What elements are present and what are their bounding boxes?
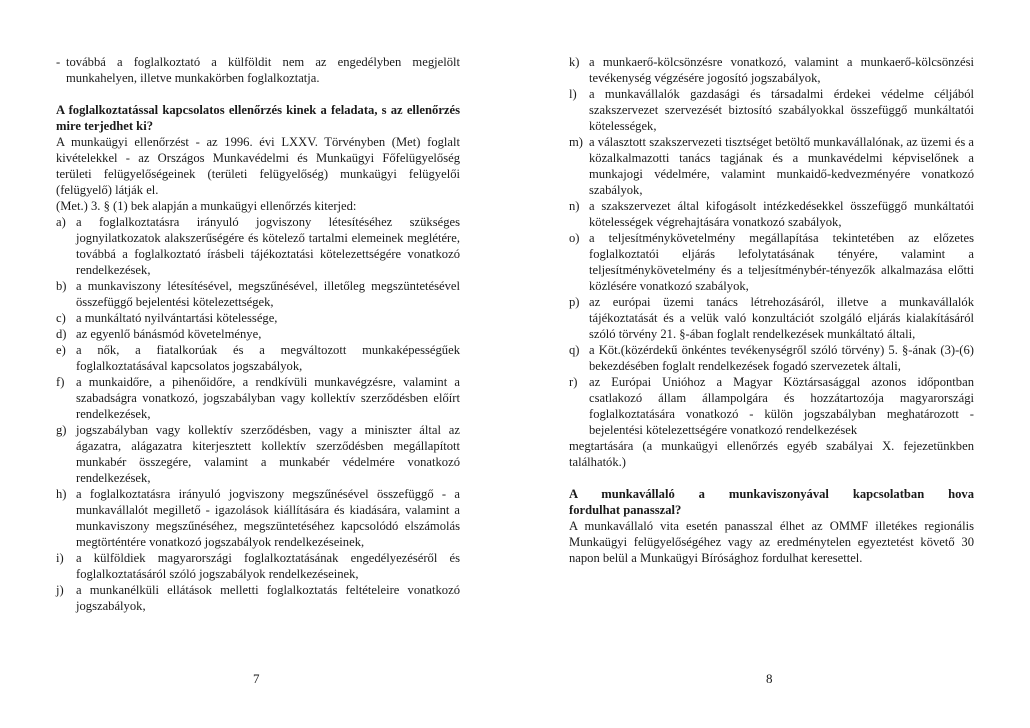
list-marker: g) xyxy=(56,423,67,437)
list-item-text: a választott szakszervezeti tisztséget betöltő munkavállalónak, az üzemi és a közalkalmazotti tanács tagjának és a munkavédelmi képviselőnek a munkajogi védelmére, valamint munkaidő-kedvezményére vonatkozó szabályok, xyxy=(589,135,974,197)
list-marker: c) xyxy=(56,311,66,325)
list-marker: r) xyxy=(569,375,578,389)
list-item xyxy=(56,278,460,310)
list-item-text: a nők, a fiatalkorúak és a megváltozott munkaképességűek foglalkoztatásával kapcsolatos jogszabályok, xyxy=(76,343,460,373)
list-marker: k) xyxy=(569,55,580,69)
list-marker: o) xyxy=(569,231,580,245)
enumerated-list xyxy=(56,214,460,614)
list-item xyxy=(56,326,460,342)
list-marker: e) xyxy=(56,343,66,357)
list-item xyxy=(56,310,460,326)
list-item xyxy=(56,374,460,422)
list-marker: p) xyxy=(569,295,580,309)
list-item xyxy=(569,374,974,438)
page-number: 7 xyxy=(253,671,260,686)
list-marker: j) xyxy=(56,583,64,597)
list-item xyxy=(56,486,460,550)
list-marker: h) xyxy=(56,487,67,501)
list-item-text: a munkaviszony létesítésével, megszűnésével, illetőleg megszüntetésével összefüggő bejelentési kötelezettségek, xyxy=(76,279,460,309)
list-item xyxy=(56,422,460,486)
list-item-text: a szakszervezet által kifogásolt intézkedésekkel összefüggő munkáltatói kötelességek végrehajtására vonatkozó szabályok, xyxy=(589,199,974,229)
spacer xyxy=(569,470,974,486)
list-item-text: a külföldiek magyarországi foglalkoztatásának engedélyezéséről és foglalkoztatásáról szóló jogszabályok rendelkezéseinek, xyxy=(76,551,460,581)
spacer xyxy=(56,86,460,102)
section-heading: A foglalkoztatással kapcsolatos ellenőrzés kinek a feladata, s az ellenőrzés mire terjedhet ki? xyxy=(56,103,460,133)
section-heading-line: fordulhat panasszal? xyxy=(569,503,682,517)
enumerated-list xyxy=(569,54,974,438)
body-paragraph: A munkavállaló vita esetén panasszal élhet az OMMF illetékes regionális Munkaügyi felügyelőségéhez vagy az eredménytelen egyeztetést követő 30 napon belül a Munkaügyi Bírósághoz fordulhat keresettel. xyxy=(569,519,974,565)
list-marker: d) xyxy=(56,327,67,341)
list-item-text: a munkavállalók gazdasági és társadalmi érdekei védelme céljából szakszervezet szervezését biztosító szabályokkal összefüggő munkáltatói kötelességek, xyxy=(589,87,974,133)
list-item-text: a Köt.(közérdekű önkéntes tevékenységről szóló törvény) 5. §-ának (3)-(6) bekezdésében foglalt rendelkezések fogadó szervezetek általi, xyxy=(589,343,974,373)
list-item xyxy=(569,86,974,134)
list-item-text: jogszabályban vagy kollektív szerződésben, vagy a miniszter által az ágazatra, alágazatra kiterjesztett kollektív szerződésben megállapított munkabér összegére, valamint a munkabér védelmére vonatkozó rendelkezések, xyxy=(76,423,460,485)
list-item xyxy=(569,294,974,342)
list-item xyxy=(569,54,974,86)
list-intro: (Met.) 3. § (1) bek alapján a munkaügyi ellenőrzés kiterjed: xyxy=(56,199,357,213)
list-item-text: a munkáltató nyilvántartási kötelessége, xyxy=(76,311,278,325)
list-marker: l) xyxy=(569,87,577,101)
right-page xyxy=(569,54,974,566)
list-marker: b) xyxy=(56,279,67,293)
list-item-text: a munkanélküli ellátások melletti foglalkoztatás feltételeire vonatkozó jogszabályok, xyxy=(76,583,460,613)
list-marker: f) xyxy=(56,375,65,389)
list-item xyxy=(569,134,974,198)
list-item-text: a munkaidőre, a pihenőidőre, a rendkívüli munkavégzésre, valamint a szabadságra vonatkozó, jogszabályban vagy kollektív szerződésben előírt rendelkezések, xyxy=(76,375,460,421)
section-heading-line: A munkavállaló a munkaviszonyával kapcsolatban hova xyxy=(569,487,974,501)
list-closing: megtartására (a munkaügyi ellenőrzés egyéb szabályai X. fejezetünkben találhatók.) xyxy=(569,439,974,469)
list-marker: q) xyxy=(569,343,580,357)
list-marker: m) xyxy=(569,135,583,149)
list-item xyxy=(569,198,974,230)
page-number: 8 xyxy=(766,671,773,686)
list-marker: i) xyxy=(56,551,64,565)
dash-marker: - xyxy=(56,55,61,69)
list-marker: n) xyxy=(569,199,580,213)
list-item-text: az egyenlő bánásmód követelménye, xyxy=(76,327,262,341)
list-item-text: a foglalkoztatásra irányuló jogviszony létesítéséhez szükséges jognyilatkozatok alakszerűségére és kötelező tartalmi elemeinek meglétére, továbbá a foglalkoztató írásbeli tájékoztatási kötelezettségére vonatkozó rendelkezések, xyxy=(76,215,460,277)
dash-item-text: továbbá a foglalkoztató a külföldit nem az engedélyben megjelölt munkahelyen, illetve munkakörben foglalkoztatja. xyxy=(66,55,460,85)
list-marker: a) xyxy=(56,215,66,229)
list-item-text: a teljesítménykövetelmény megállapítása tekintetében az előzetes foglalkoztatói eljárás lefolytatásának tényére, valamint a teljesítménykövetelmény és a teljesítménybér-tényezők alkalmazása előtti közlésére vonatkozó szabályok, xyxy=(589,231,974,293)
list-item xyxy=(56,582,460,614)
list-item xyxy=(569,342,974,374)
list-item xyxy=(56,342,460,374)
list-item xyxy=(56,550,460,582)
list-item-text: az európai üzemi tanács létrehozásáról, illetve a munkavállalók tájékoztatását és a velük való konzultációt szolgáló eljárás kialakításáról szóló törvény 21. §-ában foglalt rendelkezések munkáltató általi, xyxy=(589,295,974,341)
left-page xyxy=(56,54,460,614)
list-item xyxy=(56,214,460,278)
list-item xyxy=(569,230,974,294)
list-item-text: a foglalkoztatásra irányuló jogviszony megszűnésével összefüggő - a munkavállalót megillető - igazolások kiállítására és kiadására, valamint a munkaviszony megszűnéséhez, megszüntetéséhez kapcsolódó elszámolás megtörténtére vonatkozó jogszabályok rendelkezéseinek, xyxy=(76,487,460,549)
list-item-text: az Európai Unióhoz a Magyar Köztársasággal azonos időpontban csatlakozó állam állampolgára és hozzátartozója magyarországi foglalkoztatására vonatkozó - külön jogszabályban meghatározott - bejelentési kötelezettségére vonatkozó rendelkezések xyxy=(589,375,974,437)
list-item-text: a munkaerő-kölcsönzésre vonatkozó, valamint a munkaerő-kölcsönzési tevékenység végzésére jogosító jogszabályok, xyxy=(589,55,974,85)
body-paragraph: A munkaügyi ellenőrzést - az 1996. évi LXXV. Törvényben (Met) foglalt kivételekkel - az Országos Munkavédelmi és Munkaügyi Főfelügyelőség területi felügyelőségeinek (területi felügyelőség) munkaügyi felügyelői (felügyelő) látják el. xyxy=(56,135,460,197)
dash-list-item xyxy=(56,54,460,86)
